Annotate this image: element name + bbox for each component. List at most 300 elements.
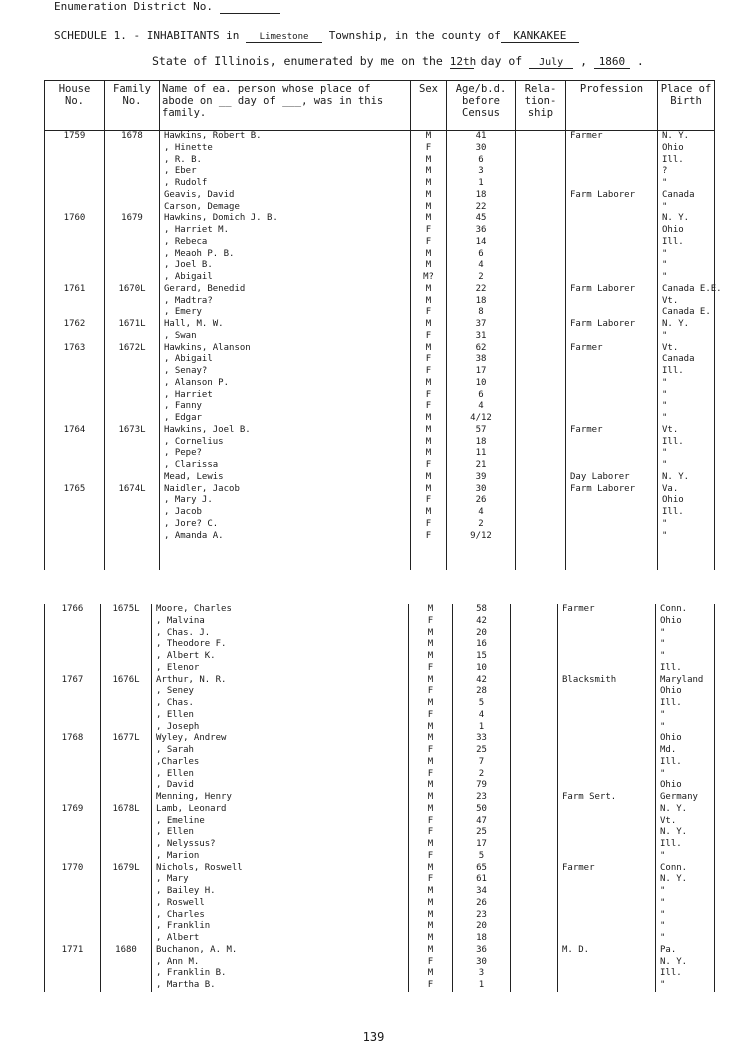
family-number-cell [105,413,160,425]
birthplace-cell: " [656,886,715,898]
sex-cell: M [409,910,453,922]
schedule-prefix: SCHEDULE 1. - INHABITANTS in [54,29,240,42]
birthplace-cell: " [658,272,715,284]
relationship-cell [511,675,558,687]
sex-cell: F [411,460,447,472]
table-row [45,616,715,628]
person-name-cell: , Jore? C. [160,519,411,531]
family-number-cell [105,272,160,284]
birthplace-cell: Ill. [656,968,715,980]
age-cell: 18 [447,437,516,449]
person-name-cell: , Chas. [152,698,409,710]
sex-cell: F [409,957,453,969]
birthplace-cell: Vt. [658,343,715,355]
table-row [45,910,715,922]
family-number-cell [101,792,152,804]
house-number-cell [45,472,105,484]
birthplace-cell: " [656,980,715,992]
family-number-cell [105,390,160,402]
birthplace-cell: " [656,722,715,734]
birthplace-cell: Conn. [656,604,715,616]
relationship-cell [516,401,566,413]
house-number-cell [45,780,101,792]
col-relationship: Rela- tion- ship [516,81,566,131]
family-number-cell [101,851,152,863]
sex-cell: M [411,178,447,190]
birthplace-cell: Ill. [658,366,715,378]
person-name-cell: Lamb, Leonard [152,804,409,816]
relationship-cell [516,413,566,425]
birthplace-cell: " [658,519,715,531]
house-number-cell [45,628,101,640]
table-row [45,378,715,390]
birthplace-cell: Vt. [658,296,715,308]
house-number-cell [45,531,105,543]
table-row [45,757,715,769]
house-number-cell [45,225,105,237]
family-number-cell: 1677L [101,733,152,745]
blank-cell [566,542,658,556]
house-number-cell: 1769 [45,804,101,816]
table-row [45,675,715,687]
table-row [45,863,715,875]
upper-rows [45,131,722,571]
relationship-cell [511,804,558,816]
person-name-cell: , Rudolf [160,178,411,190]
relationship-cell [511,663,558,675]
relationship-cell [511,780,558,792]
table-row [45,155,715,167]
age-cell: 1 [453,980,511,992]
relationship-cell [516,343,566,355]
relationship-cell [516,519,566,531]
relationship-cell [511,604,558,616]
age-cell: 62 [447,343,516,355]
family-number-cell [101,651,152,663]
family-number-cell [101,663,152,675]
birthplace-cell: Maryland [656,675,715,687]
table-row [45,272,715,284]
person-name-cell: , Pepe? [160,448,411,460]
person-name-cell: , Clarissa [160,460,411,472]
family-number-cell [105,507,160,519]
col-sex: Sex [411,81,447,131]
person-name-cell: , Eber [160,166,411,178]
year-value: 1860 [594,55,630,69]
sex-cell: M [411,155,447,167]
profession-cell [566,296,658,308]
family-number-cell [101,816,152,828]
profession-cell [558,804,656,816]
sex-cell: F [409,745,453,757]
relationship-cell [516,237,566,249]
family-number-cell: 1679 [105,213,160,225]
family-number-cell [101,710,152,722]
blank-cell [45,556,105,570]
birthplace-cell: " [656,910,715,922]
age-cell: 4 [447,260,516,272]
sex-cell: F [409,710,453,722]
birthplace-cell: Ill. [658,437,715,449]
table-row [45,933,715,945]
age-cell: 16 [453,639,511,651]
birthplace-cell: N. Y. [656,874,715,886]
person-name-cell: , Fanny [160,401,411,413]
sex-cell: M [409,757,453,769]
profession-cell [558,616,656,628]
table-row [45,663,715,675]
sex-cell: F [411,390,447,402]
person-name-cell: Hawkins, Robert B. [160,131,411,143]
blank-cell [447,556,516,570]
age-cell: 30 [447,143,516,155]
age-cell: 30 [453,957,511,969]
sex-cell: F [409,663,453,675]
sex-cell: M [411,166,447,178]
person-name-cell: , Hinette [160,143,411,155]
table-row [45,166,715,178]
relationship-cell [511,639,558,651]
house-number-cell [45,792,101,804]
birthplace-cell: Ohio [656,780,715,792]
col-family: Family No. [105,81,160,131]
house-number-cell [45,616,101,628]
census-table-lower [44,604,715,992]
age-cell: 28 [453,686,511,698]
age-cell: 37 [447,319,516,331]
profession-cell [558,663,656,675]
house-number-cell: 1760 [45,213,105,225]
person-name-cell: , Abigail [160,272,411,284]
person-name-cell: , Albert K. [152,651,409,663]
sex-cell: M [409,968,453,980]
profession-cell [566,448,658,460]
table-row [45,260,715,272]
sex-cell: F [411,401,447,413]
person-name-cell: , Ellen [152,827,409,839]
house-number-cell [45,354,105,366]
birthplace-cell: " [658,178,715,190]
profession-cell [566,413,658,425]
profession-cell [566,155,658,167]
house-number-cell: 1767 [45,675,101,687]
person-name-cell: , Mary [152,874,409,886]
table-row [45,319,715,331]
sex-cell: M [411,190,447,202]
sex-cell: M [411,472,447,484]
age-cell: 15 [453,651,511,663]
table-row [45,448,715,460]
profession-cell: Blacksmith [558,675,656,687]
profession-cell: Farmer [566,131,658,143]
enumeration-district-label: Enumeration District No. [54,0,213,13]
profession-cell [558,980,656,992]
family-number-cell [101,757,152,769]
sex-cell: F [409,980,453,992]
family-number-cell [101,639,152,651]
sex-cell: F [411,354,447,366]
table-row [45,745,715,757]
age-cell: 30 [447,484,516,496]
family-number-cell [105,495,160,507]
relationship-cell [511,863,558,875]
table-row [45,710,715,722]
house-number-cell [45,155,105,167]
family-number-cell [101,933,152,945]
table-row [45,780,715,792]
family-number-cell: 1671L [105,319,160,331]
age-cell: 23 [453,910,511,922]
sex-cell: M [411,413,447,425]
sex-cell: F [411,225,447,237]
person-name-cell: Geavis, David [160,190,411,202]
person-name-cell: Nichols, Roswell [152,863,409,875]
relationship-cell [516,425,566,437]
age-cell: 7 [453,757,511,769]
table-row [45,804,715,816]
profession-cell [558,757,656,769]
age-cell: 36 [447,225,516,237]
table-row [45,874,715,886]
sex-cell: M [409,639,453,651]
month-value: July [529,57,573,69]
profession-cell [558,957,656,969]
age-cell: 1 [453,722,511,734]
person-name-cell: , Ann M. [152,957,409,969]
person-name-cell: , Edgar [160,413,411,425]
relationship-cell [516,484,566,496]
enumeration-district-line [54,0,280,14]
relationship-cell [511,874,558,886]
birthplace-cell: Vt. [656,816,715,828]
table-row [45,816,715,828]
profession-cell [566,307,658,319]
profession-cell [558,933,656,945]
person-name-cell: , Bailey H. [152,886,409,898]
profession-cell [558,651,656,663]
relationship-cell [511,827,558,839]
township-label: Township, in the county of [328,29,501,42]
family-number-cell [101,898,152,910]
sex-cell: F [411,495,447,507]
house-number-cell [45,816,101,828]
family-number-cell [101,957,152,969]
house-number-cell [45,495,105,507]
relationship-cell [511,769,558,781]
family-number-cell [105,354,160,366]
person-name-cell: , Franklin B. [152,968,409,980]
birthplace-cell: Vt. [658,425,715,437]
profession-cell: Farmer [558,863,656,875]
age-cell: 23 [453,792,511,804]
relationship-cell [511,945,558,957]
birthplace-cell: " [658,331,715,343]
age-cell: 2 [447,272,516,284]
sex-cell: F [411,331,447,343]
age-cell: 38 [447,354,516,366]
person-name-cell: Gerard, Benedid [160,284,411,296]
table-row [45,651,715,663]
table-row [45,531,715,543]
age-cell: 21 [447,460,516,472]
profession-cell [558,769,656,781]
profession-cell [558,851,656,863]
house-number-cell: 1770 [45,863,101,875]
birthplace-cell: Ill. [656,757,715,769]
age-cell: 25 [453,827,511,839]
house-number-cell [45,968,101,980]
person-name-cell: , Roswell [152,898,409,910]
profession-cell [566,272,658,284]
sex-cell: M [411,378,447,390]
age-cell: 4 [447,507,516,519]
house-number-cell [45,143,105,155]
census-table-upper [44,80,722,570]
profession-cell [566,519,658,531]
person-name-cell: , Emery [160,307,411,319]
relationship-cell [511,651,558,663]
age-cell: 18 [453,933,511,945]
age-cell: 4/12 [447,413,516,425]
blank-cell [411,556,447,570]
table-row [45,698,715,710]
relationship-cell [516,378,566,390]
family-number-cell [101,722,152,734]
state-line-text: State of Illinois, enumerated by me on the [152,54,443,68]
family-number-cell [105,448,160,460]
profession-cell [558,898,656,910]
relationship-cell [511,851,558,863]
sex-cell: M [409,863,453,875]
person-name-cell: , Swan [160,331,411,343]
profession-cell [558,710,656,722]
person-name-cell: , Nelyssus? [152,839,409,851]
relationship-cell [511,968,558,980]
table-row [45,921,715,933]
profession-cell [558,722,656,734]
table-row [45,249,715,261]
family-number-cell [105,378,160,390]
age-cell: 9/12 [447,531,516,543]
sex-cell: F [409,769,453,781]
sex-cell: F [409,851,453,863]
age-cell: 3 [453,968,511,980]
house-number-cell [45,190,105,202]
birthplace-cell: ? [658,166,715,178]
profession-cell [566,507,658,519]
relationship-cell [511,733,558,745]
relationship-cell [516,307,566,319]
person-name-cell: Hall, M. W. [160,319,411,331]
profession-cell [558,686,656,698]
table-row [45,225,715,237]
person-name-cell: Moore, Charles [152,604,409,616]
family-number-cell [101,968,152,980]
birthplace-cell: Conn. [656,863,715,875]
sex-cell: M [409,804,453,816]
schedule-line [54,29,579,43]
family-number-cell [105,531,160,543]
age-cell: 17 [453,839,511,851]
relationship-cell [511,616,558,628]
age-cell: 22 [447,284,516,296]
profession-cell [566,378,658,390]
profession-cell [566,237,658,249]
sex-cell: F [411,307,447,319]
age-cell: 45 [447,213,516,225]
county-value: KANKAKEE [501,29,579,43]
relationship-cell [516,319,566,331]
age-cell: 31 [447,331,516,343]
relationship-cell [511,980,558,992]
family-number-cell [101,874,152,886]
age-cell: 33 [453,733,511,745]
age-cell: 8 [447,307,516,319]
birthplace-cell: N. Y. [656,957,715,969]
relationship-cell [516,202,566,214]
table-row [45,143,715,155]
house-number-cell [45,757,101,769]
table-row [45,354,715,366]
house-number-cell [45,839,101,851]
blank-cell [105,556,160,570]
relationship-cell [516,354,566,366]
profession-cell [566,366,658,378]
person-name-cell: , Alanson P. [160,378,411,390]
blank-cell [566,556,658,570]
relationship-cell [516,448,566,460]
person-name-cell: , David [152,780,409,792]
sex-cell: F [411,531,447,543]
family-number-cell [105,190,160,202]
blank-row [45,556,715,570]
house-number-cell [45,910,101,922]
age-cell: 4 [453,710,511,722]
family-number-cell [105,519,160,531]
age-cell: 6 [447,155,516,167]
profession-cell: Day Laborer [566,472,658,484]
person-name-cell: , Malvina [152,616,409,628]
house-number-cell [45,296,105,308]
table-row [45,472,715,484]
house-number-cell [45,237,105,249]
table-row [45,237,715,249]
family-number-cell: 1674L [105,484,160,496]
house-number-cell [45,331,105,343]
age-cell: 20 [453,628,511,640]
sex-cell: M [409,839,453,851]
table-row [45,437,715,449]
table-row [45,957,715,969]
profession-cell [558,639,656,651]
relationship-cell [511,686,558,698]
age-cell: 14 [447,237,516,249]
age-cell: 18 [447,190,516,202]
sex-cell: M [409,628,453,640]
person-name-cell: , Abigail [160,354,411,366]
birthplace-cell: Ohio [658,225,715,237]
district-blank [220,3,280,14]
sex-cell: F [409,686,453,698]
table-row [45,202,715,214]
profession-cell: Farm Laborer [566,484,658,496]
family-number-cell [101,686,152,698]
birthplace-cell: " [656,921,715,933]
birthplace-cell: Canada E. [658,307,715,319]
relationship-cell [516,284,566,296]
age-cell: 36 [453,945,511,957]
relationship-cell [516,472,566,484]
